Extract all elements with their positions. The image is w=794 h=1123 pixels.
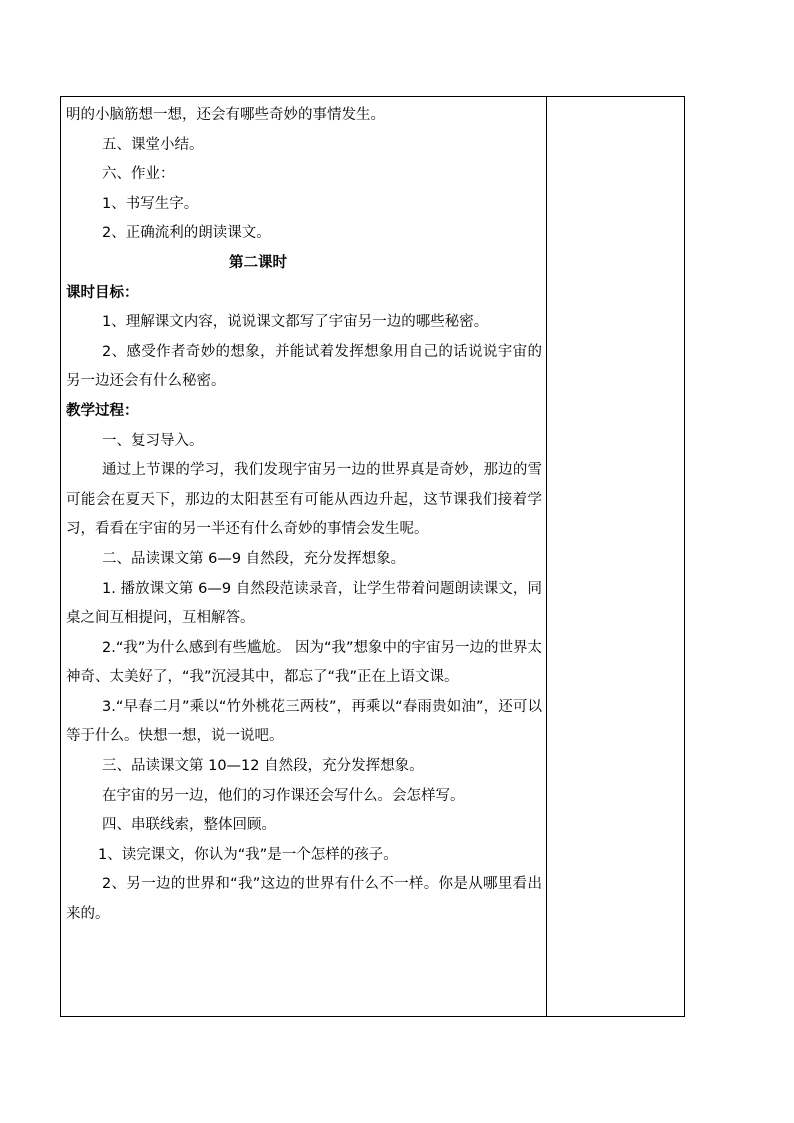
step-heading: 一、复习导入。 bbox=[102, 432, 204, 449]
step-heading: 三、品读课文第 10—12 自然段，充分发挥想象。 bbox=[102, 758, 424, 775]
text-line: 明的小脑筋想一想，还会有哪些奇妙的事情发生。 bbox=[66, 107, 385, 123]
step-item: 3.“早春二月”乘以“竹外桃花三两枝”，再乘以“春雨贵如油”，还可以等于什么。快想一想，说一说吧。 bbox=[66, 698, 542, 745]
lesson-heading: 第二课时 bbox=[229, 254, 287, 271]
paragraph: 通过上节课的学习，我们发现宇宙另一边的世界真是奇妙，那边的雪可能会在夏天下，那边的太阳甚至有可能从西边升起，这节课我们接着学习，看看在宇宙的另一半还有什么奇妙的事情会发生呢。 bbox=[66, 462, 542, 538]
homework-item: 2、正确流利的朗读课文。 bbox=[102, 225, 271, 242]
question-item: 1、读完课文，你认为“我”是一个怎样的孩子。 bbox=[98, 846, 398, 863]
goal-item: 2、感受作者奇妙的想象，并能试着发挥想象用自己的话说说宇宙的另一边还会有什么秘密。 bbox=[66, 343, 542, 390]
process-label: 教学过程： bbox=[66, 402, 139, 419]
paragraph: 在宇宙的另一边，他们的习作课还会写什么。会怎样写。 bbox=[102, 787, 465, 804]
goal-item: 1、理解课文内容，说说课文都写了宇宙另一边的哪些秘密。 bbox=[102, 314, 489, 331]
step-heading: 二、品读课文第 6—9 自然段，充分发挥想象。 bbox=[102, 550, 406, 567]
goals-label: 课时目标： bbox=[66, 284, 139, 301]
step-item: 1. 播放课文第 6—9 自然段范读录音，让学生带着问题朗读课文，同桌之间互相提问，互相解答。 bbox=[66, 580, 542, 627]
section-homework: 六、作业： bbox=[102, 166, 175, 183]
lesson-content-cell bbox=[66, 101, 542, 930]
homework-item: 1、书写生字。 bbox=[102, 195, 199, 212]
step-item: 2.“我”为什么感到有些尴尬。 因为“我”想象中的宇宙另一边的世界太神奇、太美好了，“我”沉浸其中，都忘了“我”正在上语文课。 bbox=[66, 639, 542, 686]
section-summary: 五、课堂小结。 bbox=[102, 136, 204, 153]
column-divider bbox=[546, 97, 547, 1016]
question-item: 2、另一边的世界和“我”这边的世界有什么不一样。你是从哪里看出来的。 bbox=[66, 876, 542, 923]
lesson-plan-table bbox=[60, 96, 685, 1017]
step-heading: 四、串联线索，整体回顾。 bbox=[102, 817, 276, 834]
